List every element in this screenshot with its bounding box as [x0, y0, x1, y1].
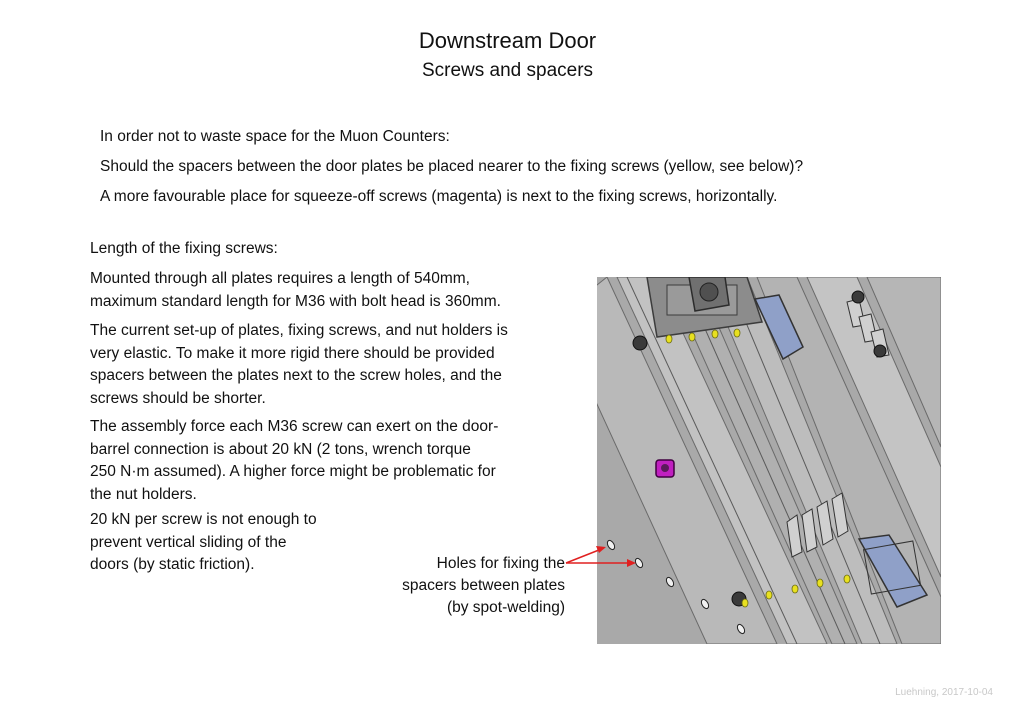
holes-callout: [402, 553, 565, 619]
paragraph-friction: [90, 509, 317, 577]
paragraph-elastic: [90, 320, 508, 410]
callout-line-2: spacers between plates: [402, 577, 565, 594]
cad-door-figure: [597, 277, 941, 644]
intro-line-1: In order not to waste space for the Muon Counters:: [100, 128, 450, 145]
fixing-heading: Length of the fixing screws:: [90, 240, 278, 257]
squeeze-off-screw: [656, 460, 674, 477]
intro-line-3: A more favourable place for squeeze-off screws (magenta) is next to the fixing screws, horizontally.: [100, 188, 778, 205]
slide-subtitle: Screws and spacers: [421, 60, 594, 81]
para1-line-2: maximum standard length for M36 with bolt head is 360mm.: [90, 292, 501, 310]
para2-line-3: spacers between the plates next to the screw holes, and the: [90, 367, 502, 384]
paragraph-force: [90, 416, 498, 506]
paragraph-length: [90, 268, 501, 313]
para2-line-2: very elastic. To make it more rigid there should be provided: [90, 344, 495, 362]
para3-line-4: the nut holders.: [90, 485, 197, 503]
para2-line-1: The current set-up of plates, fixing screws, and nut holders is: [90, 322, 508, 339]
para4-line-3: doors (by static friction).: [90, 556, 255, 573]
footer-author-date: Luehning, 2017-10-04: [895, 687, 993, 698]
para2-line-4: screws should be shorter.: [90, 389, 266, 407]
slide-title: Downstream Door: [418, 28, 597, 53]
callout-line-3: (by spot-welding): [446, 599, 565, 616]
para4-line-1: 20 kN per screw is not enough to: [90, 511, 317, 528]
para3-line-1: The assembly force each M36 screw can exert on the door-: [90, 418, 499, 435]
callout-line-1: Holes for fixing the: [436, 555, 565, 572]
para4-line-2: prevent vertical sliding of the: [90, 533, 287, 551]
intro-line-2: Should the spacers between the door plates be placed nearer to the fixing screws (yellow, see below)?: [100, 158, 804, 175]
para1-line-1: Mounted through all plates requires a length of 540mm,: [90, 270, 470, 287]
para3-line-2: barrel connection is about 20 kN (2 tons, wrench torque: [90, 440, 471, 458]
para3-line-3: 250 N·m assumed). A higher force might be problematic for: [90, 463, 496, 480]
